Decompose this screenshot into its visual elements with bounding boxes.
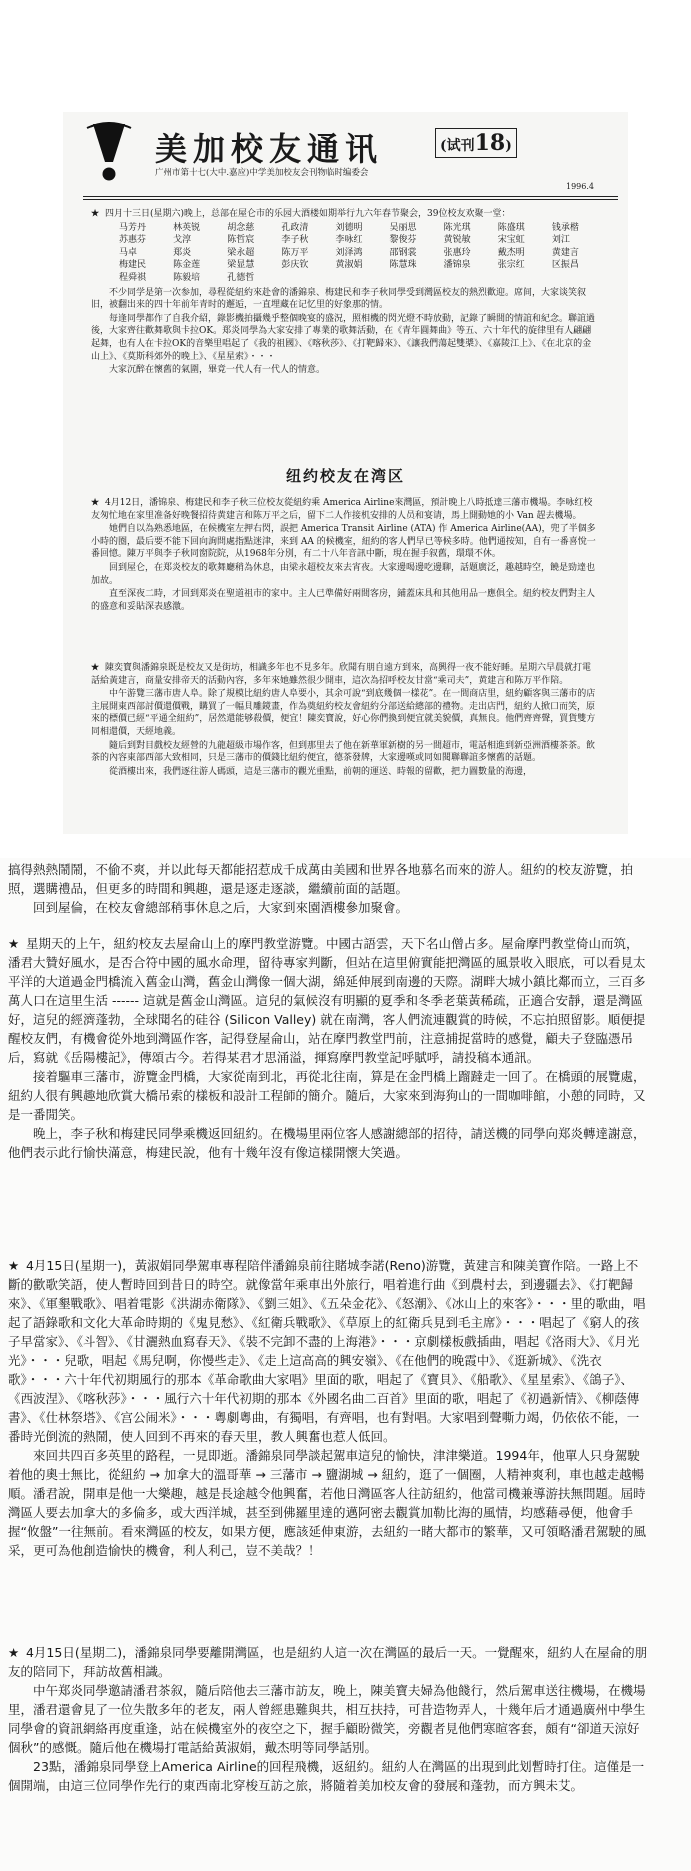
attendee-name: 刘江 — [551, 235, 570, 246]
attendee-name: 彭庆钦 — [281, 260, 309, 271]
issue-date: 1996.4 — [566, 182, 594, 191]
attendee-name: 黄建言 — [551, 247, 579, 258]
article-arrival — [91, 497, 596, 614]
star-bullet-icon: ★ — [91, 498, 100, 508]
attendee-name: 区振昌 — [551, 260, 579, 271]
paragraph: 搞得熱熱鬧鬧，不偷不爽，并以此每天都能招惹成千成萬由美國和世界各地慕名而來的游人。紐約的校友游覽，拍照，選購禮品，但更多的時間和興趣，還是逐走逐談，繼續前面的話題。 — [8, 862, 634, 896]
paragraph: 四月十三日(星期六)晚上，总部在屋仑市的乐园大酒楼如期举行九六年春节聚会，39位校友欢聚一堂： — [105, 209, 511, 219]
attendee-name: 钱承楷 — [551, 222, 579, 233]
attendee-name: 吴丽思 — [389, 222, 417, 233]
star-bullet-icon: ★ — [8, 1645, 20, 1660]
attendee-name: 苏惠芬 — [119, 235, 147, 246]
paragraph: 中午游覽三藩市唐人阜。除了規模比紐約唐人阜要小，其余可說“到底幾個一樣花”。在一間商店里，紐約顧客與三藩市的店主展開東西部討價還價戰，購買了一幅貝雕鏡畫，作為奠紐約校友會紐約分部送給總部的禮物。走出店門，紐約人掀口而笑，原來的標價已經“平通全紐約”，居然還能够殺價，便宜！陳奕寶說，好心你們換到便宜就美貌價，真無良。他們齊齊聲，買貨雙方同相還價，天經地義。 — [91, 689, 596, 737]
attendee-name: 孔德哲 — [227, 272, 255, 283]
paragraph: 4月15日(星期一)，黃淑娟同學駕車專程陪伴潘錦泉前往賭城李諾(Reno)游覽，黃建言和陳美寶作陪。一路上不斷的歡歌笑語，使人暫時回到昔日的時空。就像當年乘車出外旅行，唱着進行曲《到農村去，到邊疆去》、《打靶歸來》、《軍墾戰歌》、唱着電影《洪湖赤衛隊》、《劉三姐》、《五朵金花》、《怒潮》、《冰山上的來客》・・・里的歌曲，唱起了語錄歌和文化大革命時期的《鬼見愁》、《紅衛兵戰歌》、《草原上的紅衛兵見到毛主席》・・・唱起了《窮人的孩子早當家》、《斗智》、《甘灑熱血寫春天》、《裝不完卸不盡的上海港》・・・京劇樣板戲插曲，唱起《洛雨大》、《月光光》・・・兒歌，唱起《馬兒啊，你慢些走》、《走上這高高的興安嶺》、《在他們的晚霞中》、《逛新城》、《洗衣歌》・・・六十年代初期風行的那本《革命歌曲大家唱》里面的歌，唱起了《寶貝》、《船歌》、《星星索》、《鴿子》、《西波涅》、《喀秋莎》・・・風行六十年代初期的那本《外國名曲二百首》里面的歌，唱起了《初過新情》、《柳蔭傳書》、《仕林祭塔》、《宫公闹米》・・・粵劇粵曲，有獨唱，有齊唱，也有對唱。大家唱到聲嘶力竭，仍依依不能，一番時光倒流的熱鬧，使人回到不再來的春天里，教人興奮也惹人低回。 — [8, 1258, 646, 1444]
paragraph: 4月15日(星期二)，潘錦泉同學要離開灣區，也是紐約人這一次在灣區的最后一天。一覺醒來，紐約人在屋侖的朋友的陪同下，拜訪故舊相識。 — [8, 1645, 648, 1679]
attendee-name: 黄淑娟 — [335, 260, 363, 271]
attendee-name: 马卓 — [119, 247, 138, 258]
paragraph: 大家沉醉在懷舊的氣圍，畢竟一代人有一代人的情意。 — [109, 365, 326, 376]
section-heading: 纽约校友在湾区 — [285, 467, 405, 485]
attendee-name: 陈万平 — [281, 247, 309, 258]
attendee-name: 陈毅培 — [173, 272, 201, 283]
attendee-name: 郑炎 — [173, 247, 192, 258]
masthead-title: 美加校友通讯 — [155, 130, 384, 168]
attendee-name: 孔政清 — [281, 222, 309, 233]
newsletter-page-2 — [0, 858, 691, 1871]
attendee-name: 胡念慈 — [227, 222, 255, 233]
star-bullet-icon: ★ — [8, 1258, 20, 1273]
paragraph: 隨后到對目戲校友經營的九龍超級市場作客，但到那里去了他在新華軍新樹的另一間超市，電話相進到新亞洲酒樓茶茶。飲茶的內容東部西部大致相同，只是三藩市的價錢比紐約便宜，德茶發牌，大家邊嘆或同如閱聯聯誼多懷舊的話題。 — [91, 740, 596, 764]
exclamation-logo-icon — [83, 122, 135, 182]
paragraph: 接着驅車三藩市，游覽金門橋，大家從南到北，再從北往南，算是在金門橋上蹓躂走一回了。在橋頭的展覽處，紐約人很有興趣地欣賞大橋吊索的樣板和設計工程師的簡介。隨后，大家來到海狗山的一間咖啡館，小憩的同時，又是一番閒笑。 — [8, 1069, 646, 1122]
paragraph: 來回共四百多英里的路程，一見即逝。潘錦泉同學談起駕車這兒的愉快，津津樂道。1994年，他單人只身駕駛着他的奧士無比，從紐約 → 加拿大的溫哥華 → 三藩市 → 鹽湖城 → 紐約，逛了一個圈，人精神爽利，車也越走越暢順。潘君說，開車是他一大樂趣，越是長途越令他興奮，若他日灣區客人往訪紐約，他當司機兼導游扶無問題。屆時灣區人要去加拿大的多倫多，或大西洋城，甚至到佛羅里達的邁阿密去觀賞加勒比海的風情，均感藉尋便，他會手握“攸盤”一往無前。看來灣區的校友，如果方便，應該延伸東游，去紐約一睹大都市的繁華，又可領略潘君駕駛的風采，更可為他創造愉快的機會，利人利己，豈不美哉？！ — [8, 1448, 646, 1558]
masthead-subtitle: 广州市第十七(大中.嘉应)中学美加校友会刊物临时编委会 — [155, 168, 369, 178]
paragraph: 回到屋仑，在郑炎校友的歌舞廳稍為休息，由梁永超校友來去宵夜。大家邊喝邊吃邊聊，話題廣泛，趣越時空，饒是勁達也加故。 — [91, 562, 596, 586]
article-sunday — [8, 934, 648, 1162]
attendee-name: 梁显慧 — [227, 260, 255, 271]
paragraph: 不少同学是第一次参加，尋程從紐約來赴會的潘錦泉、梅建民和李子秋同學受到灣區校友的熱烈歡迎。席间，大家谈笑叙旧，被翻出来的四十年前年青时的邂逅，一直埋藏在记忆里的好象那的情。 — [91, 287, 587, 311]
masthead-rule-2 — [83, 199, 618, 200]
attendee-name: 李咏红 — [335, 235, 363, 246]
paragraph: 每逢同學都作了自我介紹，錄影機拍攝幾乎整個晚宴的盛況，照相機的閃光燈不時放動，記錄了瞬間的情誼和紀念。聯誼過後，大家齊往歡舞歌與卡拉OK。郑炎同學為大家安排了專業的歌舞活動，在《青年圓舞曲》等五、六十年代的旋律里有人翩翩起舞，也有人在卡拉OK的音樂里唱起了《我的祖國》、《喀秋莎》、《打靶歸來》、《讓我們蕩起雙槳》、《嘉陵江上》、《在北京的金山上》、《莫斯科郊外的晚上》、《星星索》・・・ — [91, 313, 596, 362]
paragraph: 4月12日，潘锦泉、梅建民和李子秋三位校友從紐約乘 America Airline來灣區，預計晚上八時抵達三藩市機場。李咏红校友匆忙地在家里准备好晚餐招待黄建言和陈万平之后，留下二人作接机安排的人员和宴请，馬上開動她的小 Van 趕去機場。 — [91, 498, 593, 521]
paragraph: 中午郑炎同學邀請潘君茶叙，隨后陪他去三藩市訪友，晚上，陳美寶夫婦為他餞行，然后駕車送往機場，在機場里，潘君還會見了一位失散多年的老友，兩人曾經患難與共，相互扶持，可昔造物弄人，十幾年后才通過廣州中學生同學會的資訊網絡再度重逢，站在候機室外的夜空之下，握手顧盼微笑，旁觀者見他們寒暄客套，頗有“卻道天涼好個秋”的感慨。隨后他在機場打電話給黃淑娟，戴杰明等同學話別。 — [8, 1683, 646, 1755]
star-bullet-icon: ★ — [8, 936, 20, 951]
attendee-name: 黄锐敏 — [443, 235, 471, 246]
paragraph: 直至深夜二時，才回到郑炎在聖道祖市的家中。主人已準備好兩間客房，鋪蓋床具和其他用品一應俱全。紐約校友們對主人的盛意和妥貼深表感激。 — [91, 589, 596, 612]
paragraph: 23點，潘錦泉同學登上America Airline的回程飛機，返紐約。紐約人在灣區的出現到此划暫時打住。這僅是一個開端，由這三位同學作先行的東西南北穿梭互訪之旅，將隨着美加校友會的發展和蓬勃，而方興未艾。 — [8, 1759, 645, 1793]
attendee-name: 林英锐 — [173, 222, 201, 233]
masthead — [83, 122, 618, 194]
attendee-name: 宋宝虹 — [497, 235, 525, 246]
attendee-name: 张宗红 — [497, 260, 525, 271]
article-chinatown — [91, 662, 596, 779]
attendee-names — [119, 222, 596, 285]
attendee-name: 梅建民 — [119, 260, 147, 271]
paragraph: 星期天的上午，紐約校友去屋侖山上的摩門教堂游覽。中國古語雲，天下名山僧占多。屋侖摩門教堂倚山而筑，潘君大贊好風水，是否合符中國的風水命理，留待專家判斷，但站在這里俯實能把灣區的風景收入眼底，可以看見太平洋的大道過金門橋流入舊金山灣，舊金山灣像一個大湖，綿延伸展到南邊的天際。湖畔大城小鎮比鄰而立，三百多萬人口在這里生活 ------ 這就是舊金山灣區。這兒的氣候沒有明顯的夏季和冬季老葉黃稀疏，正適合安靜，還是灣區好，這兒的經濟蓬勃，全球聞名的硅谷 (Silicon Valley) 就在南灣，客人們流連觀賞的時候，不忘拍照留影。順便提醒校友們，有機會從外地到灣區作客，記得登屋侖山，站在摩門教堂門前，注意捕捉當時的感覺，顧夫子登臨憑吊后，寫就《岳陽樓記》，傳頌古今。若得某君才思涌溢，揮寫摩門教堂記呼賦呼，請投稿本通訊。 — [8, 936, 646, 1065]
attendee-name: 刘德明 — [335, 222, 363, 233]
attendee-name: 戴杰明 — [497, 247, 525, 258]
attendee-name: 黎俊芬 — [389, 235, 417, 246]
issue-badge: (试刊18) — [435, 128, 517, 158]
attendee-name: 刘泽鸿 — [335, 247, 363, 258]
attendee-name: 陈盛琪 — [497, 222, 525, 233]
attendee-name: 潘锦泉 — [443, 260, 471, 271]
paragraph: 回到屋倫，在校友會總部稍事休息之后，大家到來園酒樓參加聚會。 — [33, 900, 409, 915]
paragraph: 她們自以為熟悉地區，在候機室左押右閃，誤把 America Transit Airline (ATA) 作 America Airline(AA)，兜了半個多小時的圈，最后要不能下回向詢問處指點迷津，来到 AA 的候機室，紐約的客人們早已等候多時。他們通按知，自有一番喜悅一番回憶。陳万平與李子秋同窗院院，从1968年分別，有二十八年音訊中斷，現在握手叙舊，環環不休。 — [91, 524, 596, 560]
article-reno-trip — [8, 1256, 648, 1560]
attendee-name: 李子秋 — [281, 235, 309, 246]
article-spring-party — [91, 208, 596, 378]
attendee-name: 马芳丹 — [119, 222, 147, 233]
paragraph: 從酒樓出來，我們逐往游人碼頭，這是三藩市的觀光重點，前朝的運送、時報的留歡，把力圖數量的海邊， — [109, 766, 533, 777]
attendee-name: 张惠玲 — [443, 247, 471, 258]
attendee-name: 陈哲宸 — [227, 235, 255, 246]
star-bullet-icon: ★ — [91, 209, 100, 219]
newsletter-page-1 — [63, 112, 628, 834]
article-farewell — [8, 1643, 648, 1795]
trial-label: 试刊 — [446, 138, 475, 154]
star-bullet-icon: ★ — [91, 663, 100, 673]
masthead-rule — [83, 196, 618, 197]
attendee-name: 陈金莲 — [173, 260, 201, 271]
article-continuation — [8, 860, 648, 917]
attendee-name: 程舜祺 — [119, 272, 147, 283]
attendee-name: 梁永超 — [227, 247, 255, 258]
paragraph: 陳奕寶與潘錦泉既是校友又是街坊，相識多年也不見多年。欣聞有朋自遠方到來，高興得一夜不能好睡。星期六早晨就打電話給黃建言，商量安排帝天的活動內容，多年來她雖然很少開車，這次為招呼校友甘當“乘司夫”，黄建言和陈万平作陪。 — [91, 663, 592, 686]
paragraph: 晚上，李子秋和梅建民同學乘機返回紐約。在機場里兩位客人感謝總部的招待，請送機的同學向郑炎轉達謝意，他們表示此行愉快滿意，梅建民說，他有十幾年沒有像這樣開懷大笑過。 — [8, 1126, 646, 1160]
attendee-name: 陈光琪 — [443, 222, 471, 233]
issue-number: 18 — [474, 130, 506, 156]
attendee-name: 戈淳 — [173, 235, 192, 246]
attendee-name: 陈慧珠 — [389, 260, 417, 271]
attendee-name: 邵钢裳 — [389, 247, 417, 258]
